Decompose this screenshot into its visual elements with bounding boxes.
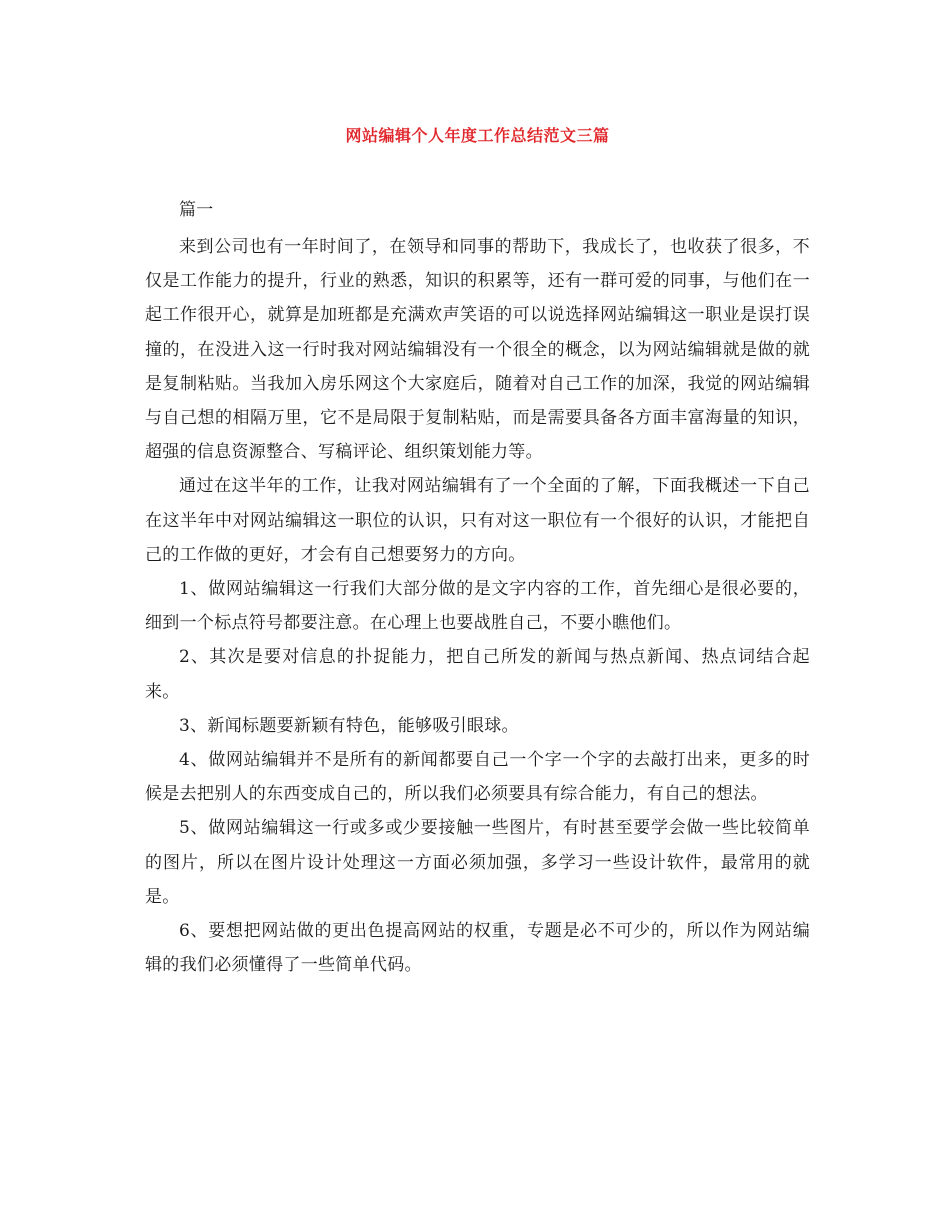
paragraph-intro: 来到公司也有一年时间了，在领导和同事的帮助下，我成长了，也收获了很多，不仅是工作能力的提升，行业的熟悉，知识的积累等，还有一群可爱的同事，与他们在一起工作很开心，就算是加班都是充满欢声笑语的可以说选择网站编辑这一职业是误打误撞的，在没进入这一行时我对网站编辑没有一个很全的概念，以为网站编辑就是做的就是复制粘贴。当我加入房乐网这个大家庭后，随着对自己工作的加深，我觉的网站编辑与自己想的相隔万里，它不是局限于复制粘贴，而是需要具备各方面丰富海量的知识，超强的信息资源整合、写稿评论、组织策划能力等。	[145, 237, 810, 463]
paragraph-overview: 通过在这半年的工作，让我对网站编辑有了一个全面的了解，下面我概述一下自己在这半年中对网站编辑这一职位的认识，只有对这一职位有一个很好的认识，才能把自己的工作做的更好，才会有自己想要努力的方向。	[145, 476, 810, 565]
paragraph-point-4: 4、做网站编辑并不是所有的新闻都要自己一个字一个字的去敲打出来，更多的时候是去把别人的东西变成自己的，所以我们必须要具有综合能力，有自己的想法。	[145, 750, 810, 805]
paragraph-point-5: 5、做网站编辑这一行或多或少要接触一些图片，有时甚至要学会做一些比较简单的图片，所以在图片设计处理这一方面必须加强，多学习一些设计软件，最常用的就是。	[145, 818, 810, 907]
paragraph-point-1: 1、做网站编辑这一行我们大部分做的是文字内容的工作，首先细心是很必要的，细到一个标点符号都要注意。在心理上也要战胜自己，不要小瞧他们。	[145, 579, 810, 634]
section-heading: 篇一	[179, 200, 214, 220]
paragraph-point-2: 2、其次是要对信息的扑捉能力，把自己所发的新闻与热点新闻、热点词结合起来。	[145, 647, 810, 702]
document-title: 网站编辑个人年度工作总结范文三篇	[345, 126, 610, 145]
paragraph-point-3: 3、新闻标题要新颖有特色，能够吸引眼球。	[179, 715, 519, 736]
document-body	[145, 230, 810, 982]
paragraph-point-6: 6、要想把网站做的更出色提高网站的权重，专题是必不可少的，所以作为网站编辑的我们必须懂得了一些简单代码。	[145, 921, 810, 976]
